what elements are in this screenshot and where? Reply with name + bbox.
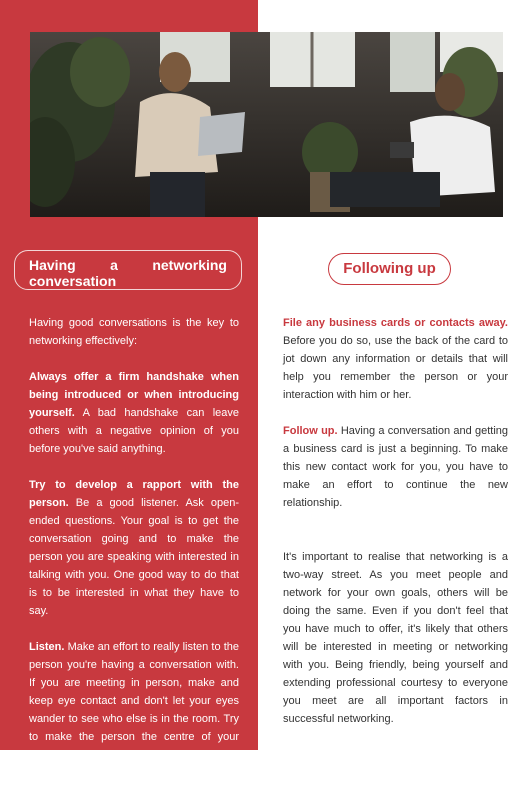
tip-lead: Listen. bbox=[29, 641, 65, 653]
tip-listen bbox=[29, 638, 239, 800]
right-section-heading: Following up bbox=[328, 253, 451, 285]
tip-lead: File any business cards or contacts away. bbox=[283, 317, 508, 329]
tip-body: Be a good listener. Ask open-ended questions. Your goal is to get the conversation going and to make the person you are speaking with interested in talking with you. One good way to do that is to be interested in what they have to say. bbox=[29, 497, 239, 617]
tip-lead: Try to develop a rapport with the person. bbox=[29, 479, 239, 509]
tip-handshake bbox=[29, 368, 239, 458]
intro-text: Having good conversations is the key to networking effectively: bbox=[29, 317, 239, 347]
closing-text: It's important to realise that networking is a two-way street. As you meet people and network for your own goals, others will be doing the same. Even if you don't feel that you have much to offer, it's likely that others will be interested in meeting or networking with you. Being friendly, being yourself and extending professional courtesy to everyone you meet are all important factors in successful networking. bbox=[283, 551, 508, 725]
tip-lead: Always offer a firm handshake when being introduced or when introducing yourself. bbox=[29, 371, 239, 419]
tip-file-cards bbox=[283, 314, 508, 404]
tip-body: Having a conversation and getting a business card is just a beginning. To make this new contact work for you, you have to make an effort to continue the new relationship. bbox=[283, 425, 508, 509]
tip-lead: Follow up. bbox=[283, 425, 338, 437]
tip-body: A bad handshake can leave others with a negative opinion of you before you've said anything. bbox=[29, 407, 239, 455]
left-section-heading: Having a networking conversation bbox=[14, 250, 242, 290]
header-photo bbox=[30, 32, 503, 217]
tip-rapport bbox=[29, 476, 239, 620]
right-column bbox=[283, 314, 508, 728]
tip-body: Before you do so, use the back of the card to jot down any information or details that will help you remember the person or your interaction with him or her. bbox=[283, 335, 508, 401]
tip-body: Make an effort to really listen to the person you're having a conversation with. If you are meeting in person, make and keep eye contact and don't let your eyes wander to see who else is in the room. Try to make the person the centre of your attention. Concentrate on what they are saying. Make thoughtful comments in response. bbox=[29, 641, 239, 797]
tip-follow-up bbox=[283, 422, 508, 512]
left-column bbox=[29, 314, 239, 800]
